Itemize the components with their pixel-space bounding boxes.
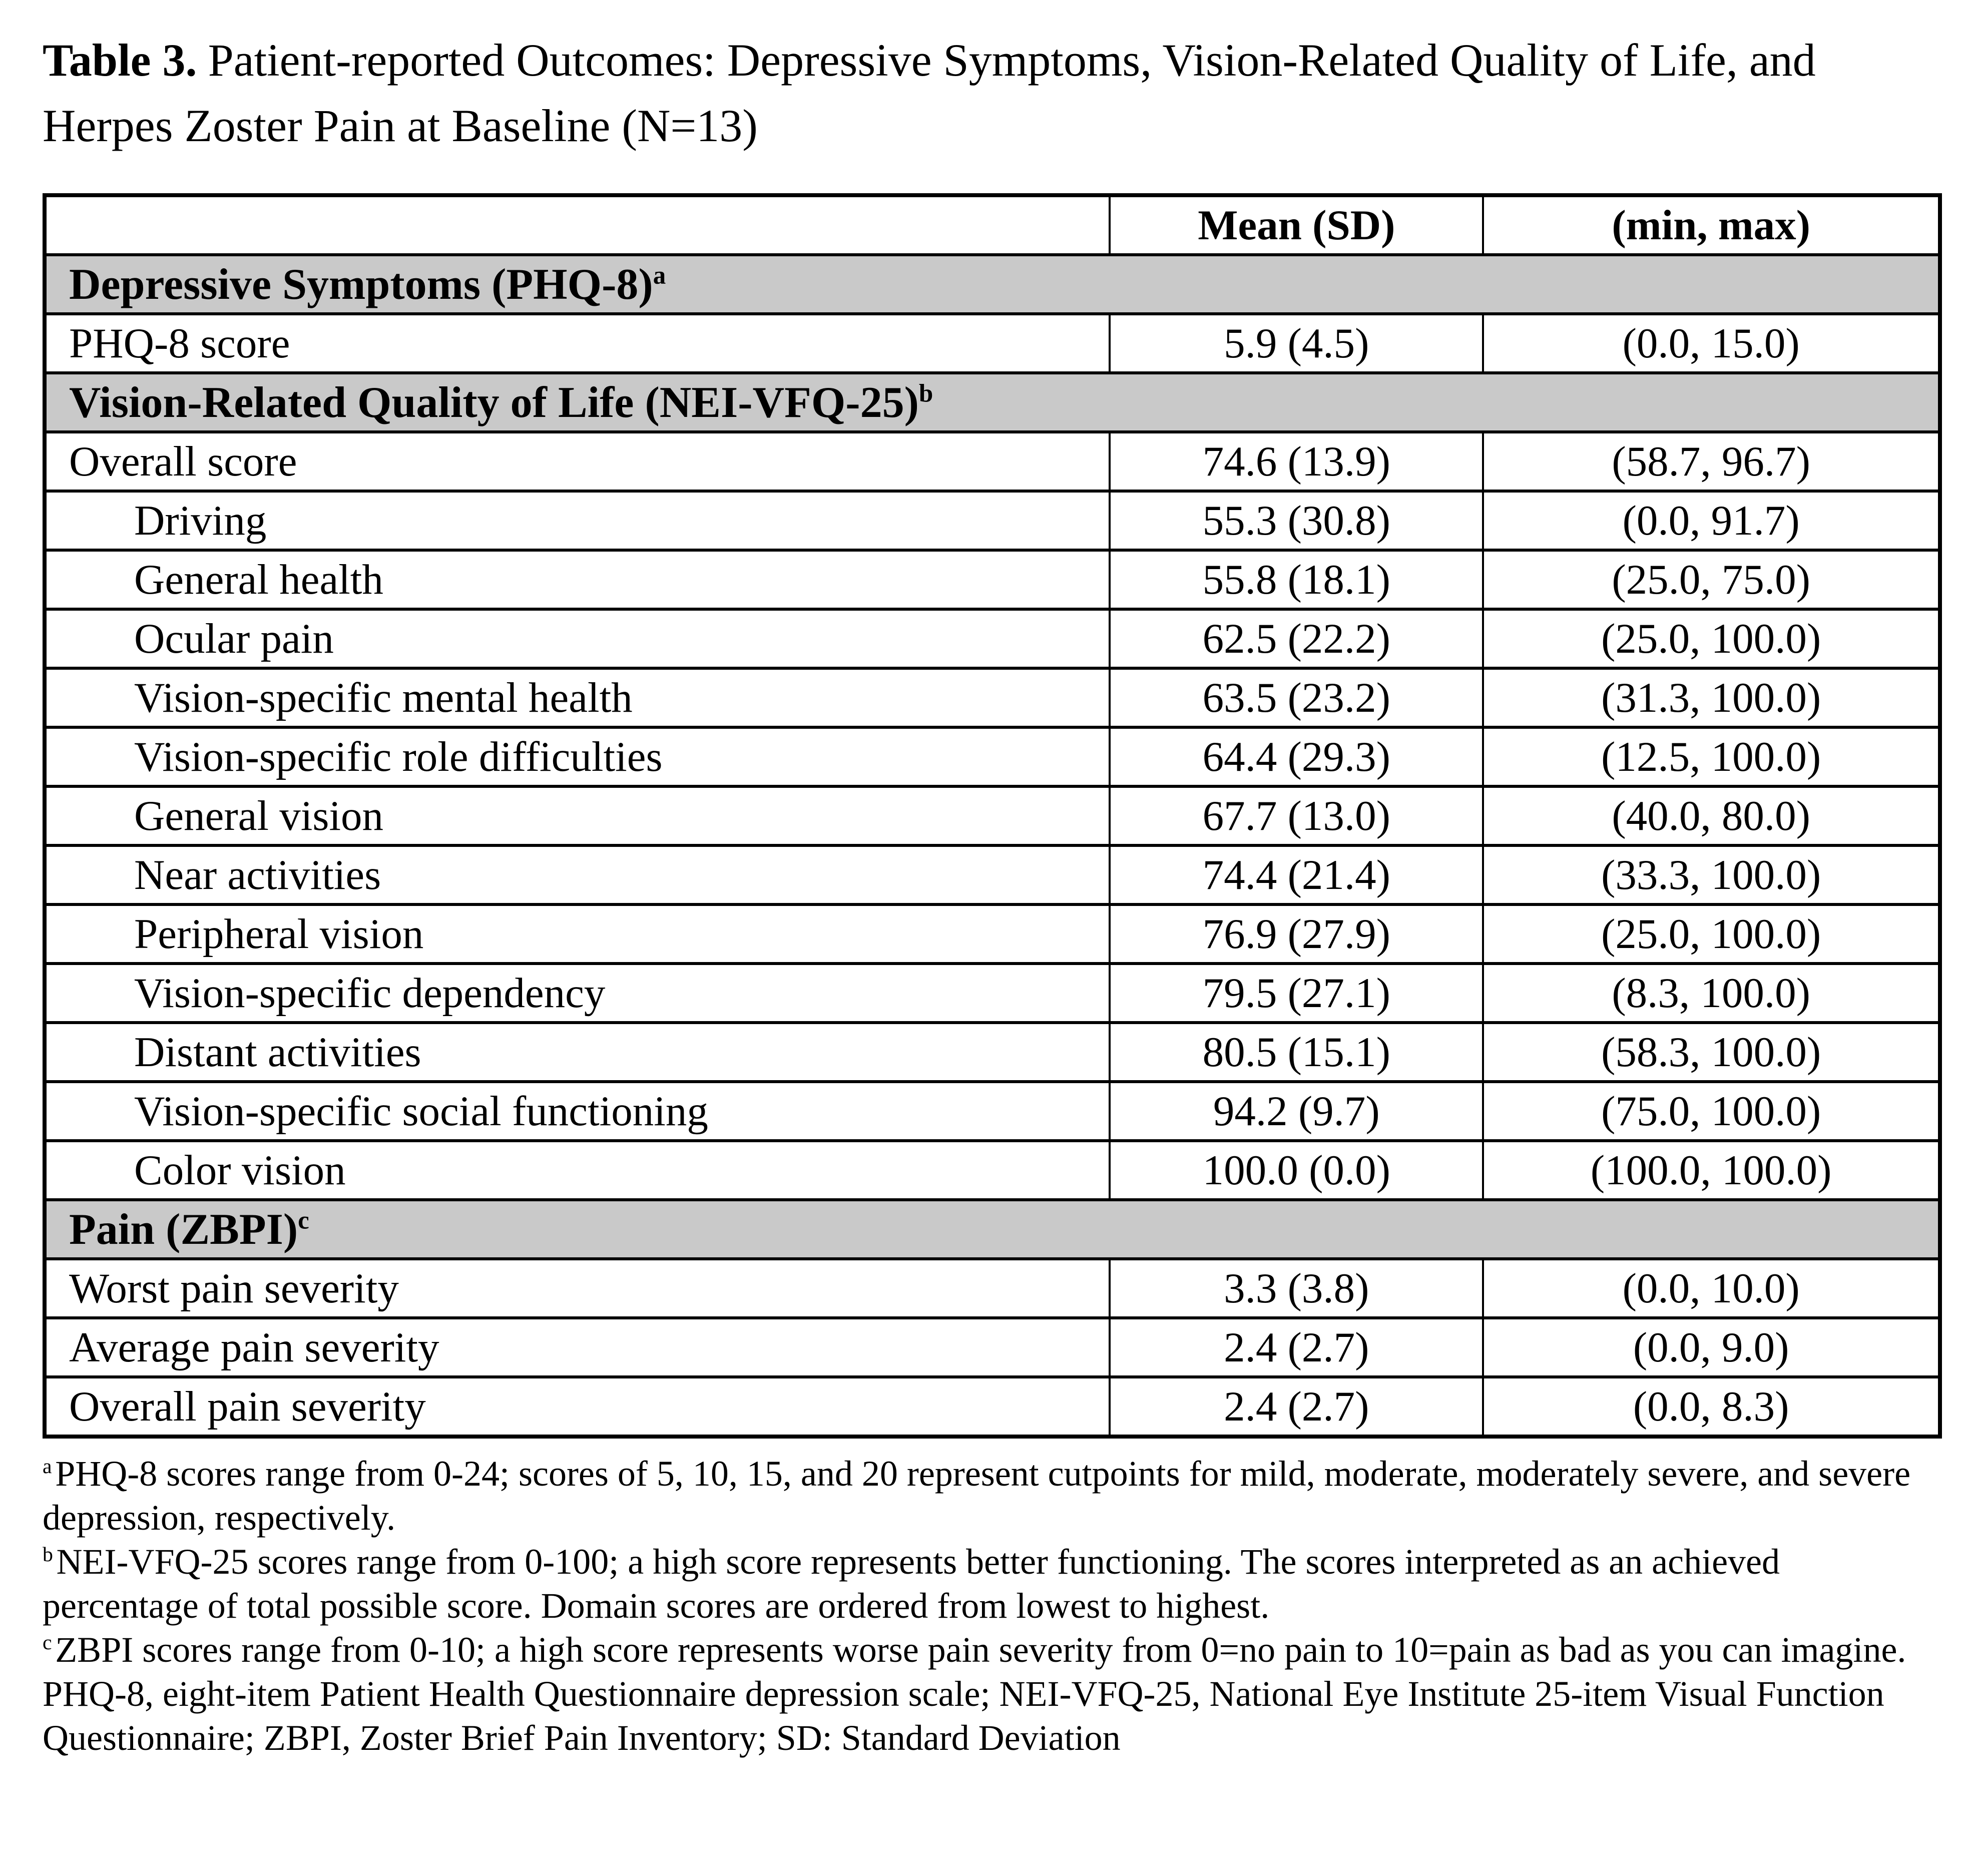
row-label-cell: Vision-specific dependency — [45, 964, 1110, 1023]
footnote-superscript: c — [43, 1631, 52, 1655]
row-label-cell: Vision-specific social functioning — [45, 1082, 1110, 1141]
section-superscript: c — [298, 1206, 309, 1235]
min-max-cell: (25.0, 100.0) — [1483, 609, 1940, 668]
footnote-text: ZBPI scores range from 0-10; a high score represents worse pain severity from 0=no pain to 10=pain as bad as you can imagine. — [55, 1630, 1906, 1670]
row-label-cell: Worst pain severity — [45, 1259, 1110, 1318]
table-header-row — [45, 195, 1940, 255]
min-max-cell: (12.5, 100.0) — [1483, 727, 1940, 786]
mean-sd-cell: 67.7 (13.0) — [1110, 786, 1483, 845]
footnotes — [43, 1452, 1939, 1760]
min-max-cell: (0.0, 10.0) — [1483, 1259, 1940, 1318]
mean-sd-cell: 94.2 (9.7) — [1110, 1082, 1483, 1141]
min-max-cell: (25.0, 75.0) — [1483, 550, 1940, 609]
footnote-text: NEI-VFQ-25 scores range from 0-100; a high score represents better functioning. The scores interpreted as an achieved percentage of total possible score. Domain scores are ordered from lowest to highest. — [43, 1542, 1780, 1626]
header-min-max-cell: (min, max) — [1483, 195, 1940, 255]
mean-sd-cell: 62.5 (22.2) — [1110, 609, 1483, 668]
row-overall-score — [45, 432, 1940, 491]
mean-sd-cell: 3.3 (3.8) — [1110, 1259, 1483, 1318]
row-phq8-score — [45, 314, 1940, 373]
row-label-cell: Driving — [45, 491, 1110, 550]
row-peripheral-vision — [45, 904, 1940, 964]
section-header-text: Depressive Symptoms (PHQ-8) — [69, 260, 653, 309]
section-row-pain-zbpi — [45, 1200, 1940, 1259]
section-row-vision-related-qol — [45, 373, 1940, 432]
footnote-text: PHQ-8 scores range from 0-24; scores of 5, 10, 15, and 20 represent cutpoints for mild, moderate, moderately severe, and severe depression, respectively. — [43, 1454, 1911, 1538]
table-caption-text: Patient-reported Outcomes: Depressive Symptoms, Vision-Related Quality of Life, and Herpes Zoster Pain at Baseline (N=13) — [43, 35, 1816, 151]
row-distant-activities — [45, 1023, 1940, 1082]
section-superscript: a — [653, 261, 666, 290]
min-max-cell: (25.0, 100.0) — [1483, 904, 1940, 964]
row-label-cell: Near activities — [45, 845, 1110, 904]
footnote-zbpi-range — [43, 1628, 1939, 1672]
min-max-cell: (0.0, 8.3) — [1483, 1377, 1940, 1437]
footnote-superscript: a — [43, 1455, 52, 1479]
footnote-superscript: b — [43, 1543, 53, 1567]
section-header-cell — [45, 373, 1940, 432]
mean-sd-cell: 79.5 (27.1) — [1110, 964, 1483, 1023]
row-label-cell: Overall score — [45, 432, 1110, 491]
min-max-cell: (58.3, 100.0) — [1483, 1023, 1940, 1082]
row-label-cell: Distant activities — [45, 1023, 1110, 1082]
row-label-cell: General vision — [45, 786, 1110, 845]
row-label-cell: Color vision — [45, 1141, 1110, 1200]
row-label-cell: General health — [45, 550, 1110, 609]
table-caption-label: Table 3. — [43, 35, 197, 86]
min-max-cell: (31.3, 100.0) — [1483, 668, 1940, 727]
row-vision-specific-role-difficulties — [45, 727, 1940, 786]
row-general-vision — [45, 786, 1940, 845]
mean-sd-cell: 100.0 (0.0) — [1110, 1141, 1483, 1200]
row-vision-specific-dependency — [45, 964, 1940, 1023]
row-ocular-pain — [45, 609, 1940, 668]
mean-sd-cell: 2.4 (2.7) — [1110, 1318, 1483, 1377]
min-max-cell: (8.3, 100.0) — [1483, 964, 1940, 1023]
section-header-text: Pain (ZBPI) — [69, 1205, 298, 1254]
section-header-cell — [45, 1200, 1940, 1259]
min-max-cell: (75.0, 100.0) — [1483, 1082, 1940, 1141]
section-header-cell — [45, 255, 1940, 314]
min-max-cell: (0.0, 9.0) — [1483, 1318, 1940, 1377]
row-label-cell: Average pain severity — [45, 1318, 1110, 1377]
section-row-depressive-symptoms — [45, 255, 1940, 314]
row-color-vision — [45, 1141, 1940, 1200]
mean-sd-cell: 74.6 (13.9) — [1110, 432, 1483, 491]
mean-sd-cell: 55.3 (30.8) — [1110, 491, 1483, 550]
row-average-pain-severity — [45, 1318, 1940, 1377]
row-worst-pain-severity — [45, 1259, 1940, 1318]
mean-sd-cell: 74.4 (21.4) — [1110, 845, 1483, 904]
table-caption — [43, 28, 1944, 158]
row-label-cell: Vision-specific mental health — [45, 668, 1110, 727]
footnote-text: PHQ-8, eight-item Patient Health Questionnaire depression scale; NEI-VFQ-25, National Eye Institute 25-item Visual Function Questionnaire; ZBPI, Zoster Brief Pain Inventory; SD: Standard Deviation — [43, 1674, 1884, 1758]
mean-sd-cell: 63.5 (23.2) — [1110, 668, 1483, 727]
mean-sd-cell: 2.4 (2.7) — [1110, 1377, 1483, 1437]
min-max-cell: (0.0, 15.0) — [1483, 314, 1940, 373]
mean-sd-cell: 5.9 (4.5) — [1110, 314, 1483, 373]
header-mean-sd-cell: Mean (SD) — [1110, 195, 1483, 255]
row-general-health — [45, 550, 1940, 609]
row-overall-pain-severity — [45, 1377, 1940, 1437]
row-driving — [45, 491, 1940, 550]
row-label-cell: Vision-specific role difficulties — [45, 727, 1110, 786]
mean-sd-cell: 80.5 (15.1) — [1110, 1023, 1483, 1082]
header-empty-cell — [45, 195, 1110, 255]
row-vision-specific-mental-health — [45, 668, 1940, 727]
min-max-cell: (0.0, 91.7) — [1483, 491, 1940, 550]
min-max-cell: (33.3, 100.0) — [1483, 845, 1940, 904]
footnote-neivfq-range — [43, 1540, 1939, 1628]
footnote-abbreviations — [43, 1672, 1939, 1760]
footnote-phq8-range — [43, 1452, 1939, 1540]
min-max-cell: (58.7, 96.7) — [1483, 432, 1940, 491]
min-max-cell: (100.0, 100.0) — [1483, 1141, 1940, 1200]
row-label-cell: Ocular pain — [45, 609, 1110, 668]
mean-sd-cell: 76.9 (27.9) — [1110, 904, 1483, 964]
row-label-cell: Peripheral vision — [45, 904, 1110, 964]
row-near-activities — [45, 845, 1940, 904]
row-label-cell: Overall pain severity — [45, 1377, 1110, 1437]
mean-sd-cell: 55.8 (18.1) — [1110, 550, 1483, 609]
mean-sd-cell: 64.4 (29.3) — [1110, 727, 1483, 786]
row-vision-specific-social-functioning — [45, 1082, 1940, 1141]
section-superscript: b — [918, 379, 933, 408]
outcomes-table — [43, 193, 1942, 1439]
row-label-cell: PHQ-8 score — [45, 314, 1110, 373]
min-max-cell: (40.0, 80.0) — [1483, 786, 1940, 845]
section-header-text: Vision-Related Quality of Life (NEI-VFQ-25) — [69, 378, 919, 427]
